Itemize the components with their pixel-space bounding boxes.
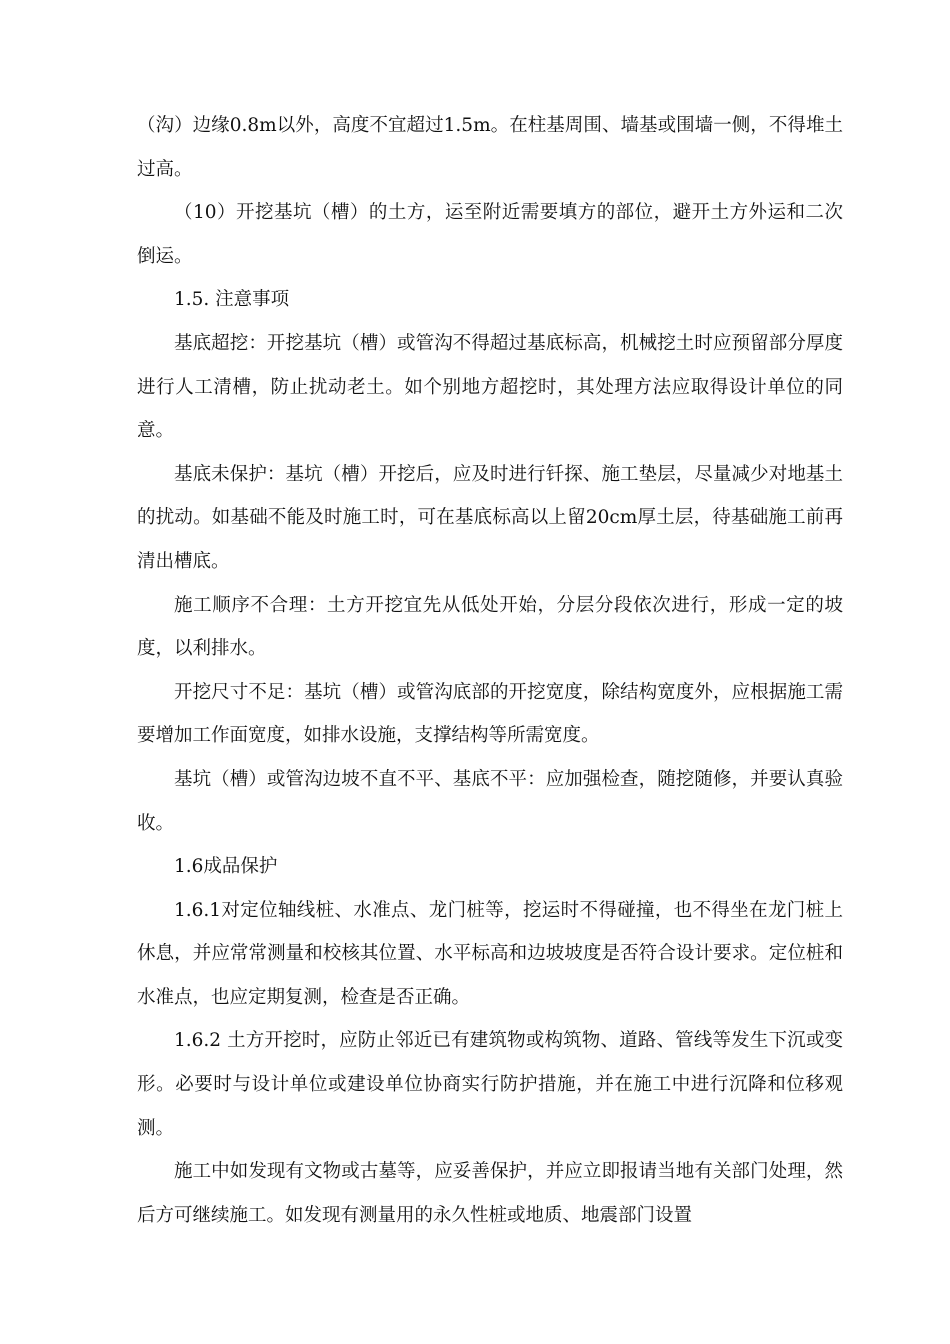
paragraph-continuation: （沟）边缘0.8m以外，高度不宜超过1.5m。在柱基周围、墙基或围墙一侧，不得堆土过高。 bbox=[137, 115, 843, 180]
paragraph-item-10: （10）开挖基坑（槽）的土方，运至附近需要填方的部位，避开土方外运和二次倒运。 bbox=[137, 202, 843, 267]
paragraph-1-6-2: 1.6.2 土方开挖时，应防止邻近已有建筑物或构筑物、道路、管线等发生下沉或变形。必要时与设计单位或建设单位协商实行防护措施，并在施工中进行沉降和位移观测。 bbox=[137, 1030, 843, 1139]
paragraph-overexcavation: 基底超挖：开挖基坑（槽）或管沟不得超过基底标高，机械挖土时应预留部分厚度进行人工清槽，防止扰动老土。如个别地方超挖时，其处理方法应取得设计单位的同意。 bbox=[137, 332, 843, 442]
paragraph-construction-order: 施工顺序不合理：土方开挖宜先从低处开始，分层分段依次进行，形成一定的坡度，以利排水。 bbox=[137, 594, 843, 660]
paragraph-insufficient-size: 开挖尺寸不足：基坑（槽）或管沟底部的开挖宽度，除结构宽度外，应根据施工需要增加工作面宽度，如排水设施，支撑结构等所需宽度。 bbox=[137, 681, 843, 747]
paragraph-slope-uneven: 基坑（槽）或管沟边坡不直不平、基底不平：应加强检查，随挖随修，并要认真验收。 bbox=[137, 768, 843, 834]
document-page bbox=[137, 104, 843, 1237]
paragraph-1-6-1: 1.6.1对定位轴线桩、水准点、龙门桩等，挖运时不得碰撞，也不得坐在龙门桩上休息，并应常常测量和校核其位置、水平标高和边坡坡度是否符合设计要求。定位桩和水准点，也应定期复测，检查是否正确。 bbox=[137, 899, 843, 1008]
paragraph-relics: 施工中如发现有文物或古墓等，应妥善保护，并应立即报请当地有关部门处理，然后方可继续施工。如发现有测量用的永久性桩或地质、地震部门设置 bbox=[137, 1161, 843, 1226]
section-heading-1-5: 1.5. 注意事项 bbox=[174, 289, 290, 311]
section-heading-1-6: 1.6成品保护 bbox=[174, 856, 278, 878]
paragraph-base-unprotected: 基底未保护：基坑（槽）开挖后，应及时进行钎探、施工垫层，尽量减少对地基土的扰动。如基础不能及时施工时，可在基底标高以上留20cm厚土层，待基础施工前再清出槽底。 bbox=[137, 463, 843, 572]
